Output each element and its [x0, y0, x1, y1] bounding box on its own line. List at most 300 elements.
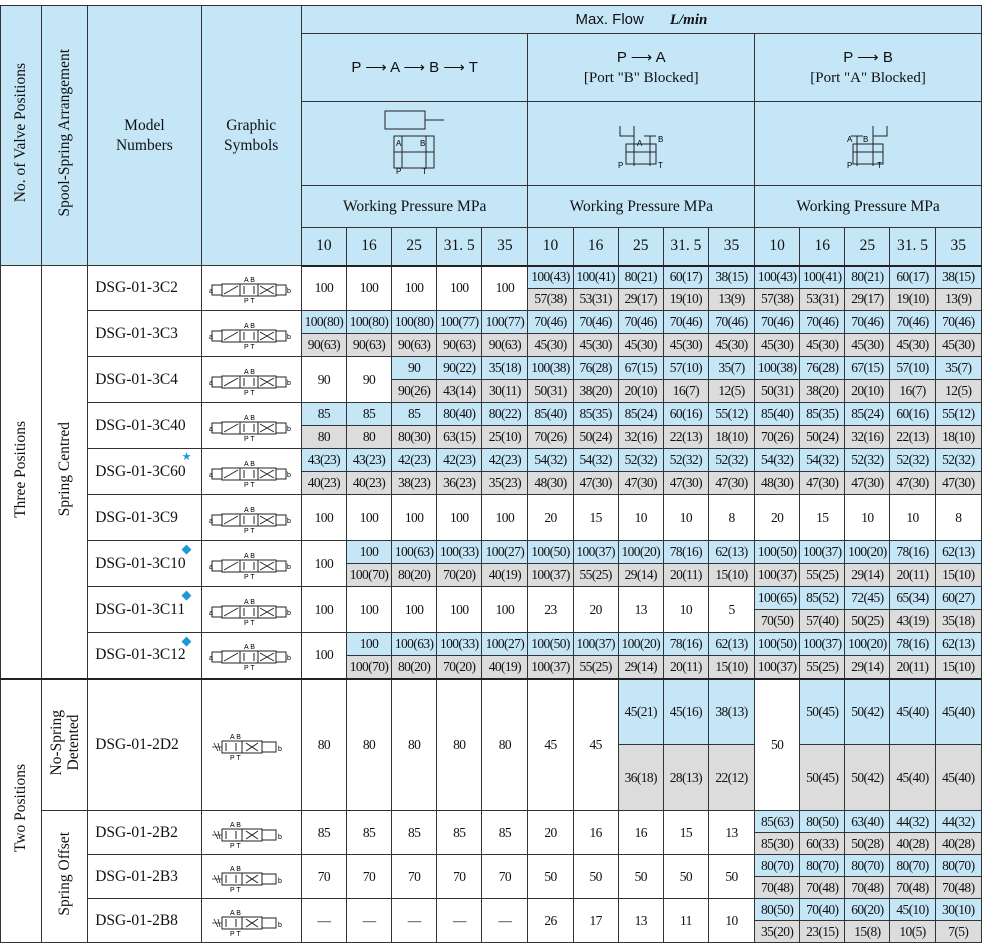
flow-value-cell-bottom: 70(20): [437, 656, 482, 679]
flow-value-cell-bottom: 70(48): [890, 877, 935, 899]
flow-value-cell: 8: [935, 495, 981, 541]
svg-text:A B: A B: [230, 733, 242, 741]
graphic-symbol-cell: [201, 899, 301, 943]
flow-value-cell-top: 100(50): [755, 633, 800, 656]
flow-value-cell-top: 54(32): [573, 449, 618, 472]
flow-value-cell: 17: [573, 899, 618, 943]
flow-value-cell-bottom: 40(19): [482, 656, 528, 679]
flow-value-cell-bottom: 22(13): [890, 426, 935, 449]
svg-text:a: a: [209, 655, 214, 663]
flow-value-cell-top: 100(41): [573, 266, 618, 289]
flow-value-cell-top: 35(7): [935, 357, 981, 380]
flow-value-cell: 15: [663, 811, 708, 855]
flow-value-cell-top: 42(23): [437, 449, 482, 472]
pressure-col-2-1: 10: [528, 228, 573, 266]
flow-value-cell-top: 100(80): [301, 311, 346, 334]
flow-value-cell-bottom: 12(5): [935, 380, 981, 403]
flow-value-cell-top: 60(27): [935, 587, 981, 610]
flow-value-cell-bottom: 50(28): [845, 833, 890, 855]
svg-text:A B: A B: [244, 277, 256, 284]
valve-graphic-symbol: [208, 595, 294, 625]
flow-value-cell-bottom: 23(15): [800, 921, 845, 943]
flow-value-cell-top: 70(46): [708, 311, 754, 334]
svg-text:b: b: [287, 655, 292, 663]
flow-value-cell: 50: [663, 855, 708, 899]
flow-value-cell-bottom: 47(30): [618, 472, 663, 495]
flow-value-cell-bottom: 40(19): [482, 564, 528, 587]
spring-offset-label: Spring Offset: [55, 832, 73, 916]
flow-value-cell-bottom: 100(37): [528, 656, 573, 679]
flow-value-cell: 90: [301, 357, 346, 403]
flow-value-cell-top: 80(21): [618, 266, 663, 289]
flow-value-cell-bottom: 70(26): [755, 426, 800, 449]
flow-value-cell-top: 100(38): [755, 357, 800, 380]
flow-value-cell-bottom: 45(30): [618, 334, 663, 357]
flow-value-cell: 100: [301, 587, 346, 633]
diamond-mark-icon: ◆: [181, 587, 192, 602]
flow-value-cell-bottom: 53(31): [573, 288, 618, 311]
flow-value-cell-bottom: 70(20): [437, 564, 482, 587]
flow-value-cell-top: 100(38): [528, 357, 573, 380]
flow-value-cell-bottom: 32(16): [845, 426, 890, 449]
graphic-symbol-cell: [201, 495, 301, 541]
working-pressure-label: Working Pressure MPa: [755, 186, 982, 228]
pressure-col-2-4: 31. 5: [663, 228, 708, 266]
flow-value-cell-bottom: 80(30): [392, 426, 437, 449]
flow-value-cell-bottom: 20(11): [663, 656, 708, 679]
flow-value-cell-bottom: 29(17): [618, 288, 663, 311]
model-number-text: DSG-01-3C40: [95, 416, 186, 434]
svg-text:b: b: [287, 333, 292, 341]
flow-value-cell-bottom: 29(14): [845, 564, 890, 587]
flow-value-cell-top: 100(20): [845, 541, 890, 564]
flow-value-cell-top: 80(40): [437, 403, 482, 426]
svg-text:P T: P T: [230, 886, 241, 892]
flow-value-cell-bottom: 32(16): [618, 426, 663, 449]
pressure-col-1-2: 16: [346, 228, 391, 266]
flow-value-cell: 100: [392, 495, 437, 541]
svg-text:A B: A B: [230, 821, 242, 829]
model-number: [88, 811, 201, 855]
flow-value-cell: 100: [482, 266, 528, 311]
flow-value-cell-bottom: 29(17): [845, 288, 890, 311]
flow-value-cell-bottom: 50(25): [845, 610, 890, 633]
flow-value-cell: 23: [528, 587, 573, 633]
col-valve-positions-label: No. of Valve Positions: [12, 63, 30, 203]
svg-text:P T: P T: [244, 389, 255, 395]
model-number: [88, 587, 201, 633]
flow-value-cell-bottom: 16(7): [663, 380, 708, 403]
flow-value-cell-bottom: 47(30): [845, 472, 890, 495]
svg-text:A B: A B: [244, 368, 256, 376]
flow-value-cell-top: 100(20): [845, 633, 890, 656]
flow-value-cell: 100: [346, 587, 391, 633]
valve-graphic-symbol: [208, 319, 294, 349]
flow-value-cell-bottom: 90(63): [346, 334, 391, 357]
graphic-symbol-cell: [201, 811, 301, 855]
flow-value-cell-top: 60(16): [890, 403, 935, 426]
flow-value-cell-top: 100(20): [618, 633, 663, 656]
max-flow-label: Max. Flow: [575, 10, 644, 28]
flow-value-cell-top: 78(16): [663, 633, 708, 656]
flow-value-cell-bottom: 70(48): [845, 877, 890, 899]
svg-text:A: A: [847, 135, 853, 144]
flow-value-cell-top: 100(37): [800, 541, 845, 564]
flow-value-cell-top: 63(40): [845, 811, 890, 833]
flow-value-cell-bottom: 20(10): [845, 380, 890, 403]
diamond-mark-icon: ◆: [181, 541, 192, 556]
flow-value-cell: 85: [301, 811, 346, 855]
graphic-symbol-cell: [201, 311, 301, 357]
flow-value-cell-top: 80(70): [890, 855, 935, 877]
model-number: [88, 495, 201, 541]
flow-path-label: P ⟶ A: [616, 48, 666, 66]
svg-text:P T: P T: [244, 527, 255, 533]
svg-text:a: a: [209, 609, 214, 617]
blocked-port-label: [Port "A" Blocked]: [810, 69, 926, 86]
flow-value-cell-top: 43(23): [301, 449, 346, 472]
flow-value-cell-top: 100(50): [528, 541, 573, 564]
svg-text:A B: A B: [244, 506, 256, 514]
max-flow-spec-table: [0, 5, 982, 943]
flow-value-cell-bottom: 47(30): [573, 472, 618, 495]
flow-value-cell-top: 100(37): [573, 541, 618, 564]
flow-value-cell-top: 78(16): [663, 541, 708, 564]
valve-graphic-symbol: [208, 906, 294, 936]
flow-value-cell-bottom: 18(10): [708, 426, 754, 449]
flow-value-cell-top: 54(32): [755, 449, 800, 472]
svg-text:T: T: [877, 161, 882, 170]
flow-value-cell-bottom: 22(12): [708, 745, 754, 811]
flow-value-cell-top: 70(46): [663, 311, 708, 334]
flow-value-cell: 50: [573, 855, 618, 899]
flow-value-cell-bottom: 45(30): [890, 334, 935, 357]
working-pressure-label: Working Pressure MPa: [301, 186, 528, 228]
flow-value-cell-top: 70(46): [935, 311, 981, 334]
flow-value-cell: 85: [346, 811, 391, 855]
flow-value-cell-bottom: 15(10): [935, 564, 981, 587]
pressure-col-2-5: 35: [708, 228, 754, 266]
port-symbol-icon: [380, 106, 450, 176]
flow-value-cell-bottom: 40(23): [346, 472, 391, 495]
flow-value-cell-top: 67(15): [618, 357, 663, 380]
flow-value-cell-bottom: 13(9): [708, 288, 754, 311]
flow-value-cell-bottom: 55(25): [800, 656, 845, 679]
flow-value-cell-top: 52(32): [935, 449, 981, 472]
flow-value-cell-top: 44(32): [935, 811, 981, 833]
flow-value-cell-top: 55(12): [935, 403, 981, 426]
flow-path-header-1: [301, 34, 528, 102]
flow-value-cell-top: 45(40): [890, 679, 935, 745]
flow-value-cell-top: 62(13): [935, 541, 981, 564]
flow-value-cell-top: 100: [346, 541, 391, 564]
flow-value-cell-top: 45(10): [890, 899, 935, 921]
svg-text:P T: P T: [244, 435, 255, 441]
flow-value-cell: 100: [437, 495, 482, 541]
flow-value-cell-top: 38(15): [935, 266, 981, 289]
svg-text:a: a: [209, 379, 214, 387]
svg-text:P T: P T: [244, 665, 255, 671]
flow-value-cell-top: 100(27): [482, 541, 528, 564]
flow-value-cell-top: 80(70): [845, 855, 890, 877]
flow-value-cell-bottom: 12(5): [708, 380, 754, 403]
flow-value-cell-bottom: 48(30): [755, 472, 800, 495]
flow-value-cell: 20: [528, 811, 573, 855]
flow-value-cell: 80: [301, 679, 346, 811]
flow-value-cell: 20: [573, 587, 618, 633]
flow-value-cell-bottom: 35(20): [755, 921, 800, 943]
flow-value-cell-bottom: 15(10): [708, 656, 754, 679]
svg-text:P: P: [395, 167, 401, 176]
flow-value-cell-top: 80(70): [755, 855, 800, 877]
flow-value-cell: —: [437, 899, 482, 943]
graphic-symbol-cell: [201, 587, 301, 633]
valve-graphic-symbol: [208, 411, 294, 441]
flow-value-cell: 16: [573, 811, 618, 855]
svg-text:T: T: [658, 161, 664, 170]
two-positions-group: [1, 679, 42, 943]
flow-value-cell: —: [482, 899, 528, 943]
flow-value-cell: 5: [708, 587, 754, 633]
flow-value-cell-bottom: 70(48): [935, 877, 981, 899]
flow-value-cell: 100: [392, 266, 437, 311]
flow-value-cell-bottom: 15(10): [708, 564, 754, 587]
flow-value-cell-bottom: 45(30): [755, 334, 800, 357]
flow-value-cell-bottom: 7(5): [935, 921, 981, 943]
flow-path-label: P ⟶ A ⟶ B ⟶ T: [351, 58, 478, 76]
flow-value-cell-bottom: 43(14): [437, 380, 482, 403]
flow-value-cell: 15: [800, 495, 845, 541]
flow-value-cell-bottom: 100(70): [346, 656, 391, 679]
flow-value-cell-top: 45(40): [935, 679, 981, 745]
spring-centred-label: Spring Centred: [55, 422, 73, 517]
flow-value-cell-top: 85(35): [573, 403, 618, 426]
flow-value-cell: 100: [346, 495, 391, 541]
col-spool-spring: [42, 6, 88, 266]
graphic-symbol-cell: [201, 541, 301, 587]
svg-text:P T: P T: [230, 930, 241, 936]
flow-value-cell-bottom: 57(38): [528, 288, 573, 311]
flow-value-cell: 100: [301, 495, 346, 541]
flow-value-cell: 50: [708, 855, 754, 899]
valve-graphic-symbol: [208, 640, 294, 670]
model-number: [88, 449, 201, 495]
flow-value-cell-top: 100(43): [755, 266, 800, 289]
flow-value-cell-top: 100(41): [800, 266, 845, 289]
flow-value-cell-bottom: 13(9): [935, 288, 981, 311]
flow-value-cell-bottom: 35(18): [935, 610, 981, 633]
flow-value-cell-bottom: 10(5): [890, 921, 935, 943]
svg-text:P T: P T: [244, 298, 255, 303]
two-positions-label: Two Positions: [12, 764, 30, 853]
port-symbol-cell-3: [755, 102, 982, 186]
flow-value-cell-bottom: 38(20): [800, 380, 845, 403]
flow-value-cell-top: 85(63): [755, 811, 800, 833]
flow-value-cell-bottom: 60(33): [800, 833, 845, 855]
flow-value-cell-top: 52(32): [708, 449, 754, 472]
flow-value-cell-top: 85: [346, 403, 391, 426]
flow-value-cell-top: 52(32): [663, 449, 708, 472]
flow-value-cell-bottom: 45(30): [528, 334, 573, 357]
blocked-port-label: [Port "B" Blocked]: [583, 69, 699, 86]
flow-value-cell-bottom: 57(40): [800, 610, 845, 633]
flow-value-cell-top: 43(23): [346, 449, 391, 472]
flow-value-cell-top: 78(16): [890, 633, 935, 656]
model-number-text: DSG-01-2D2: [95, 735, 179, 753]
svg-text:b: b: [278, 921, 283, 929]
flow-value-cell-bottom: 29(14): [618, 656, 663, 679]
svg-text:A B: A B: [244, 414, 256, 422]
flow-value-cell-bottom: 38(23): [392, 472, 437, 495]
flow-value-cell-top: 78(16): [890, 541, 935, 564]
valve-graphic-symbol: [208, 862, 294, 892]
port-symbol-icon: [606, 106, 676, 176]
flow-value-cell-top: 100(37): [573, 633, 618, 656]
model-number: [88, 357, 201, 403]
svg-text:a: a: [209, 425, 214, 433]
flow-value-cell-top: 85(35): [800, 403, 845, 426]
svg-text:b: b: [278, 877, 283, 885]
flow-value-cell-bottom: 90(63): [301, 334, 346, 357]
pressure-col-2-2: 16: [573, 228, 618, 266]
svg-text:P T: P T: [244, 343, 255, 349]
flow-value-cell-top: 52(32): [890, 449, 935, 472]
flow-value-cell-top: 50(45): [800, 679, 845, 745]
flow-value-cell: 13: [618, 587, 663, 633]
flow-value-cell-bottom: 100(70): [346, 564, 391, 587]
pressure-col-1-4: 31. 5: [437, 228, 482, 266]
svg-text:A B: A B: [230, 865, 242, 873]
flow-value-cell: —: [301, 899, 346, 943]
max-flow-unit: L/min: [669, 11, 708, 28]
flow-value-cell-bottom: 100(37): [528, 564, 573, 587]
flow-value-cell-bottom: 35(23): [482, 472, 528, 495]
svg-text:P: P: [618, 161, 624, 170]
svg-text:a: a: [209, 333, 214, 341]
model-number-text: DSG-01-3C3: [95, 324, 178, 342]
graphic-symbol-cell: [201, 679, 301, 811]
flow-value-cell-bottom: 100(37): [755, 564, 800, 587]
flow-value-cell-top: 100(27): [482, 633, 528, 656]
flow-value-cell: 100: [301, 633, 346, 679]
pressure-col-2-3: 25: [618, 228, 663, 266]
no-spring-detented-label: No-Spring Detented: [47, 709, 82, 775]
flow-value-cell-bottom: 45(30): [663, 334, 708, 357]
flow-value-cell-top: 70(40): [800, 899, 845, 921]
diamond-mark-icon: ◆: [181, 633, 192, 648]
flow-value-cell-bottom: 100(37): [755, 656, 800, 679]
model-number-text: DSG-01-2B8: [95, 911, 178, 929]
model-number-text: DSG-01-3C60: [95, 462, 186, 480]
flow-value-cell: 50: [528, 855, 573, 899]
model-number-text: DSG-01-3C12: [95, 646, 186, 664]
flow-value-cell: 16: [618, 811, 663, 855]
flow-value-cell-top: 52(32): [845, 449, 890, 472]
svg-text:P T: P T: [244, 481, 255, 487]
flow-value-cell-top: 100(37): [800, 633, 845, 656]
flow-value-cell-bottom: 70(48): [800, 877, 845, 899]
flow-value-cell-top: 30(10): [935, 899, 981, 921]
flow-value-cell-bottom: 20(11): [890, 656, 935, 679]
svg-text:b: b: [287, 425, 292, 433]
svg-text:A B: A B: [244, 644, 256, 652]
model-number-text: DSG-01-3C4: [95, 370, 178, 388]
flow-value-cell-top: 42(23): [392, 449, 437, 472]
model-number-text: DSG-01-3C9: [95, 508, 178, 526]
flow-value-cell: 70: [482, 855, 528, 899]
col-graphic-symbols: Graphic Symbols: [201, 6, 301, 266]
flow-value-cell-bottom: 20(10): [618, 380, 663, 403]
svg-text:B: B: [863, 135, 869, 144]
model-number-text: DSG-01-2B3: [95, 867, 178, 885]
flow-value-cell: 50: [618, 855, 663, 899]
valve-graphic-symbol: [208, 730, 294, 760]
flow-value-cell: 45: [528, 679, 573, 811]
svg-text:b: b: [278, 745, 283, 753]
flow-value-cell-bottom: 15(8): [845, 921, 890, 943]
flow-value-cell-bottom: 63(15): [437, 426, 482, 449]
flow-value-cell-bottom: 70(26): [528, 426, 573, 449]
flow-value-cell: 80: [346, 679, 391, 811]
model-number: [88, 899, 201, 943]
flow-value-cell-bottom: 45(30): [845, 334, 890, 357]
flow-value-cell: 100: [437, 266, 482, 311]
flow-value-cell: 100: [437, 587, 482, 633]
flow-value-cell-top: 60(17): [890, 266, 935, 289]
flow-value-cell-bottom: 55(25): [800, 564, 845, 587]
flow-value-cell-bottom: 80: [346, 426, 391, 449]
flow-value-cell-bottom: 47(30): [663, 472, 708, 495]
flow-value-cell-top: 62(13): [708, 633, 754, 656]
valve-graphic-symbol: [208, 549, 294, 579]
flow-value-cell-top: 85(24): [845, 403, 890, 426]
flow-value-cell-top: 100(50): [528, 633, 573, 656]
model-number: [88, 541, 201, 587]
flow-value-cell-top: 38(15): [708, 266, 754, 289]
graphic-symbol-cell: [201, 449, 301, 495]
flow-value-cell-top: 70(46): [800, 311, 845, 334]
flow-value-cell-bottom: 50(24): [573, 426, 618, 449]
flow-value-cell-top: 52(32): [618, 449, 663, 472]
flow-value-cell-bottom: 30(11): [482, 380, 528, 403]
flow-value-cell-bottom: 90(63): [482, 334, 528, 357]
max-flow-header: [301, 6, 981, 34]
star-mark-icon: ★: [181, 451, 192, 463]
model-number: [88, 633, 201, 679]
svg-text:P T: P T: [230, 754, 241, 760]
flow-value-cell: 26: [528, 899, 573, 943]
flow-value-cell-bottom: 40(23): [301, 472, 346, 495]
flow-value-cell-top: 50(42): [845, 679, 890, 745]
flow-value-cell-bottom: 45(30): [935, 334, 981, 357]
flow-value-cell-top: 85: [301, 403, 346, 426]
flow-value-cell-bottom: 80(20): [392, 564, 437, 587]
flow-value-cell-bottom: 47(30): [890, 472, 935, 495]
flow-value-cell-bottom: 53(31): [800, 288, 845, 311]
flow-value-cell: 50: [755, 679, 800, 811]
svg-text:P T: P T: [244, 619, 255, 625]
valve-graphic-symbol: [208, 273, 294, 303]
flow-value-cell-bottom: 50(24): [800, 426, 845, 449]
flow-value-cell-top: 100(77): [437, 311, 482, 334]
flow-value-cell-bottom: 40(28): [935, 833, 981, 855]
flow-value-cell-bottom: 55(25): [573, 656, 618, 679]
flow-value-cell-top: 85(40): [528, 403, 573, 426]
valve-graphic-symbol: [208, 503, 294, 533]
port-symbol-icon: [833, 106, 903, 176]
flow-value-cell-top: 100(63): [392, 633, 437, 656]
flow-value-cell: 70: [437, 855, 482, 899]
